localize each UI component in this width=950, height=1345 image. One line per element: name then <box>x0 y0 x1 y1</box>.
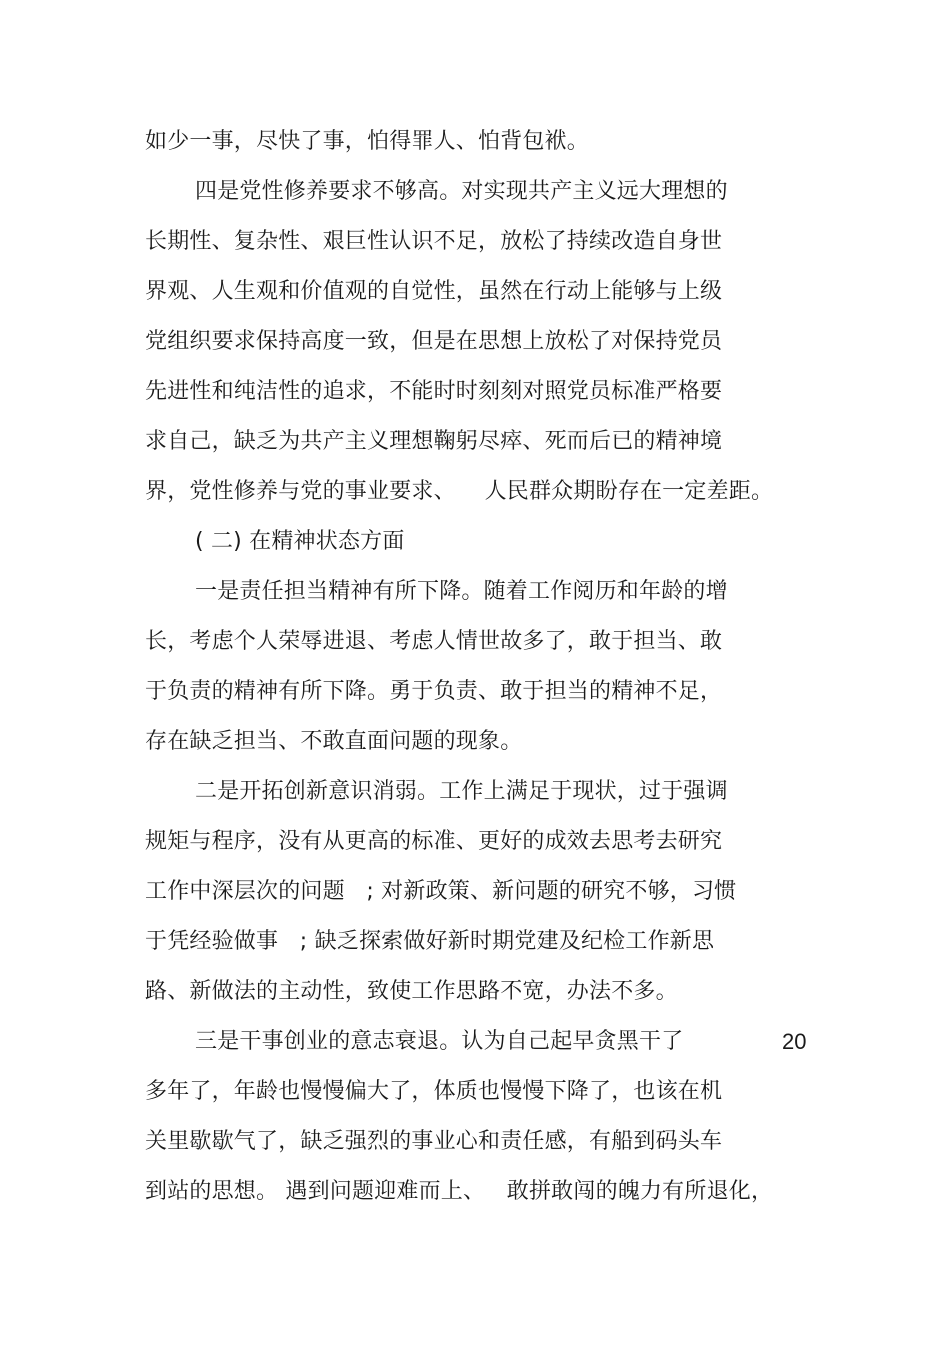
text-line: 关里歇歇气了，缺乏强烈的事业心和责任感，有船到码头车 <box>145 1129 723 1154</box>
text-line: 规矩与程序，没有从更高的标准、更好的成效去思考去研究 <box>145 829 723 854</box>
text-line: 求自己，缺乏为共产主义理想鞠躬尽瘁、死而后已的精神境 <box>145 429 723 454</box>
paragraph-start-line: 三是干事创业的意志衰退。认为自己起早贪黑干了 <box>195 1029 684 1054</box>
text-line: 界观、人生观和价值观的自觉性，虽然在行动上能够与上级 <box>145 279 723 304</box>
text-line: 到站的思想。 遇到问题迎难而上、 敢拼敢闯的魄力有所退化， <box>145 1179 774 1204</box>
text-line: 存在缺乏担当、不敢直面问题的现象。 <box>145 729 523 754</box>
text-line: 于负责的精神有所下降。勇于负责、敢于担当的精神不足， <box>145 679 723 704</box>
text-line: 如少一事，尽快了事，怕得罪人、怕背包袱。 <box>145 129 590 154</box>
text-line: 路、新做法的主动性，致使工作思路不宽，办法不多。 <box>145 979 678 1004</box>
paragraph-start-line: 一是责任担当精神有所下降。随着工作阅历和年龄的增 <box>195 579 728 604</box>
text-line: 多年了，年龄也慢慢偏大了，体质也慢慢下降了，也该在机 <box>145 1079 723 1104</box>
text-line: 工作中深层次的问题 ; 对新政策、新问题的研究不够，习惯 <box>145 879 737 904</box>
text-line: 于凭经验做事 ; 缺乏探索做好新时期党建及纪检工作新思 <box>145 929 715 954</box>
paragraph-start-line: 四是党性修养要求不够高。对实现共产主义远大理想的 <box>195 179 728 204</box>
text-line: 党组织要求保持高度一致，但是在思想上放松了对保持党员 <box>145 329 723 354</box>
text-line: 先进性和纯洁性的追求，不能时时刻刻对照党员标准严格要 <box>145 379 723 404</box>
paragraph-start-line: 二是开拓创新意识消弱。工作上满足于现状，过于强调 <box>195 779 728 804</box>
text-line: 界，党性修养与党的事业要求、 人民群众期盼存在一定差距。 <box>145 479 774 504</box>
text-line: 长期性、复杂性、艰巨性认识不足，放松了持续改造自身世 <box>145 229 723 254</box>
inline-number: 20 <box>782 1029 807 1054</box>
section-heading: ( 二) 在精神状态方面 <box>195 529 405 554</box>
text-line: 长，考虑个人荣辱进退、考虑人情世故多了，敢于担当、敢 <box>145 629 723 654</box>
